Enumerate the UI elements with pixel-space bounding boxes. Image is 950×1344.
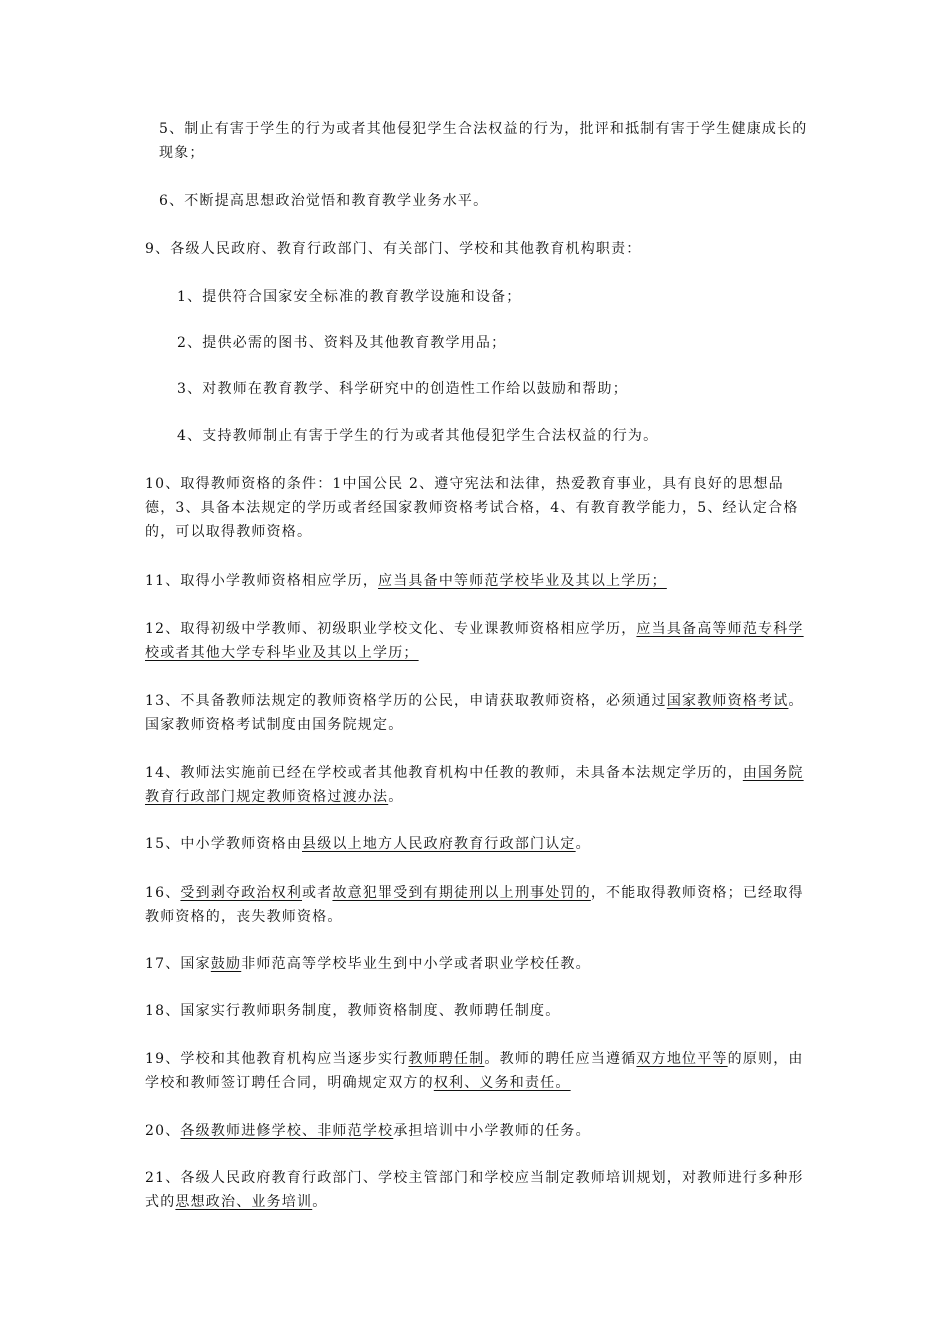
- paragraph-9-item-4: 4、支持教师制止有害于学生的行为或者其他侵犯学生合法权益的行为。: [177, 428, 659, 444]
- paragraph-19: [145, 1047, 810, 1095]
- paragraph-12-text: 12、取得初级中学教师、初级职业学校文化、专业课教师资格相应学历，: [145, 621, 637, 637]
- paragraph-16-underlined-2: 故意犯罪受到有期徒刑以上刑事处罚的: [332, 885, 591, 901]
- paragraph-18: 18、国家实行教师职务制度，教师资格制度、教师聘任制度。: [145, 1003, 561, 1019]
- paragraph-9: 9、各级人民政府、教育行政部门、有关部门、学校和其他教育机构职责：: [145, 241, 642, 257]
- paragraph-5: 5、制止有害于学生的行为或者其他侵犯学生合法权益的行为，批评和抵制有害于学生健康成长的现象；: [159, 121, 808, 161]
- paragraph-16-text: 16、: [145, 885, 181, 901]
- paragraph-10: 10、取得教师资格的条件：1中国公民 2、遵守宪法和法律，热爱教育事业，具有良好的思想品德，3、具备本法规定的学历或者经国家教师资格考试合格，4、有教育教学能力，5、经认定合格的，可以取得教师资格。: [145, 476, 799, 540]
- paragraph-9-item-2: 2、提供必需的图书、资料及其他教育教学用品；: [177, 335, 507, 351]
- paragraph-20-text-end: 承担培训中小学教师的任务。: [393, 1123, 591, 1139]
- paragraph-14-underlined: 由国务院教育行政部门规定教师资格过渡办法: [145, 765, 804, 805]
- paragraph-21-text: 21、各级人民政府教育行政部门、学校主管部门和学校应当制定教师培训规划，对教师进行多种形式的: [145, 1170, 804, 1210]
- paragraph-6: 6、不断提高思想政治觉悟和教育教学业务水平。: [159, 193, 489, 209]
- paragraph-16-text-end: ，不能取得教师资格；已经取得教师资格的，丧失教师资格。: [145, 885, 804, 925]
- paragraph-15-text-end: 。: [575, 836, 591, 852]
- paragraph-12: [145, 617, 810, 665]
- paragraph-9-item-3: 3、对教师在教育教学、科学研究中的创造性工作给以鼓励和帮助；: [177, 381, 628, 397]
- paragraph-14-text: 14、教师法实施前已经在学校或者其他教育机构中任教的教师，未具备本法规定学历的，: [145, 765, 743, 781]
- paragraph-19-underlined-2: 双方地位平等: [636, 1051, 728, 1067]
- paragraph-15-text: 15、中小学教师资格由: [145, 836, 303, 852]
- paragraph-14-text-end: 。: [388, 789, 404, 805]
- paragraph-21-underlined: 思想政治、业务培训: [175, 1194, 313, 1210]
- paragraph-11-text: 11、取得小学教师资格相应学历，: [145, 573, 379, 589]
- paragraph-21-text-end: 。: [312, 1194, 328, 1210]
- paragraph-11: [145, 569, 810, 593]
- paragraph-16: [145, 881, 810, 929]
- paragraph-19-underlined-3: 权利、义务和责任。: [433, 1075, 571, 1091]
- paragraph-17-underlined: 鼓励: [210, 956, 242, 972]
- paragraph-17-text-end: 非师范高等学校毕业生到中小学或者职业学校任教。: [241, 956, 591, 972]
- paragraph-14: [145, 761, 810, 809]
- paragraph-19-text: 19、学校和其他教育机构应当逐步实行: [145, 1051, 409, 1067]
- paragraph-13-text-end: 。国家教师资格考试制度由国务院规定。: [145, 693, 804, 733]
- paragraph-13-underlined: 国家教师资格考试: [666, 693, 789, 709]
- paragraph-19-underlined-1: 教师聘任制: [408, 1051, 485, 1067]
- paragraph-15-underlined: 县级以上地方人民政府教育行政部门认定: [302, 836, 576, 852]
- paragraph-16-text-mid: 或者: [302, 885, 333, 901]
- paragraph-20: [145, 1119, 810, 1143]
- paragraph-13-text: 13、不具备教师法规定的教师资格学历的公民，申请获取教师资格，必须通过: [145, 693, 667, 709]
- paragraph-16-underlined-1: 受到剥夺政治权利: [180, 885, 303, 901]
- paragraph-21: [145, 1166, 810, 1214]
- paragraph-17-text: 17、国家: [145, 956, 211, 972]
- paragraph-15: [145, 832, 810, 856]
- paragraph-20-text: 20、: [145, 1123, 181, 1139]
- paragraph-11-underlined: 应当具备中等师范学校毕业及其以上学历；: [378, 573, 667, 589]
- paragraph-19-text-mid: 。教师的聘任应当遵循: [484, 1051, 637, 1067]
- paragraph-17: [145, 952, 810, 976]
- paragraph-20-underlined: 各级教师进修学校、非师范学校: [180, 1123, 394, 1139]
- paragraph-13: [145, 689, 810, 737]
- paragraph-9-item-1: 1、提供符合国家安全标准的教育教学设施和设备；: [177, 289, 522, 305]
- paragraph-12-underlined: 应当具备高等师范专科学校或者其他大学专科毕业及其以上学历；: [145, 621, 804, 661]
- paragraph-19-text-mid-2: 的原则，由学校和教师签订聘任合同，明确规定双方的: [145, 1051, 804, 1091]
